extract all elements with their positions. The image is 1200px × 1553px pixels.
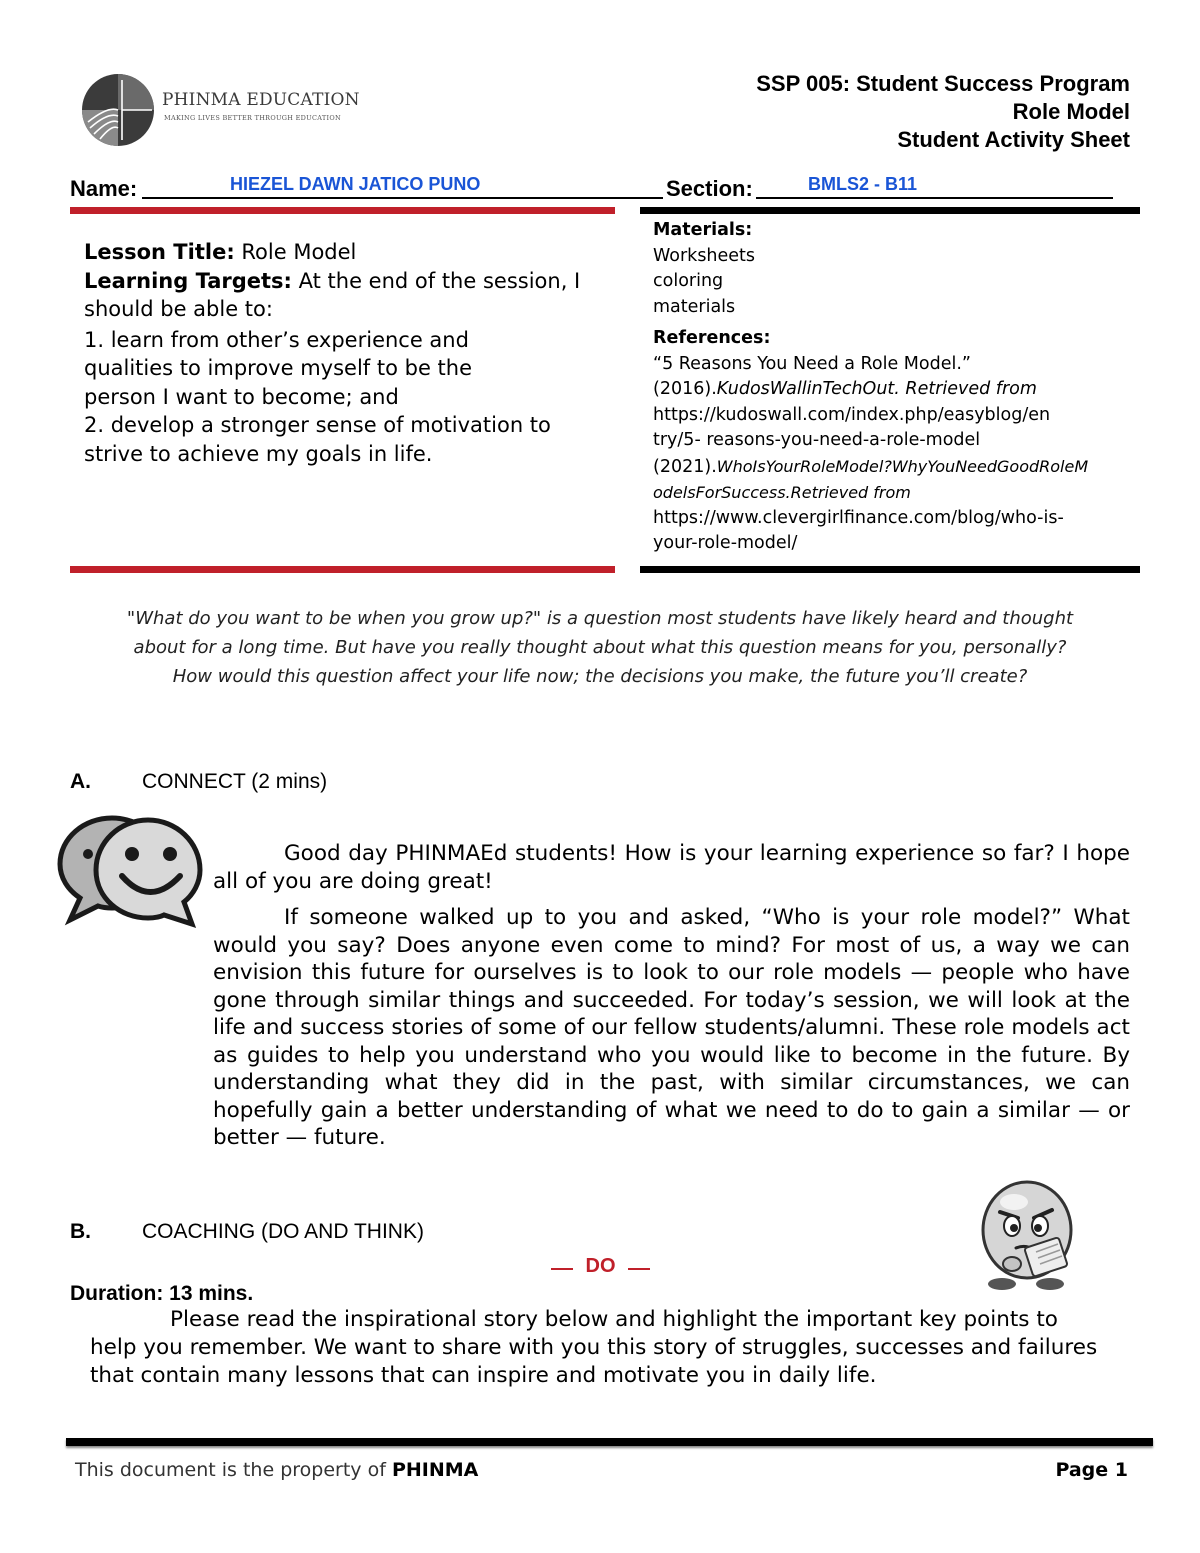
section-b-instructions: [90, 1306, 1110, 1390]
phinma-logo: [78, 70, 360, 150]
left-top-bar: [70, 207, 615, 214]
learning-targets-label: Learning Targets:: [84, 268, 292, 293]
material-item: coloring: [653, 271, 724, 291]
reference-2-title-text: WhoIsYourRoleModel?WhyYouNeedGoodRoleM: [716, 456, 1089, 476]
reference-1-publisher: KudosWallinTechOut. Retrieved from: [716, 379, 1037, 399]
footer-bar: [66, 1438, 1153, 1446]
reference-1-url-cont[interactable]: try/5- reasons-you-need-a-role-model: [653, 430, 981, 450]
name-label: Name:: [70, 176, 138, 201]
do-badge-label: DO: [585, 1255, 616, 1277]
quote-line: about for a long time. But have you really thought about what this question means for you, personally?: [133, 637, 1067, 658]
section-a-heading: [70, 770, 470, 798]
section-a-body: [213, 840, 1130, 1152]
header-titles: [756, 70, 1130, 154]
lesson-title-label: Lesson Title:: [84, 240, 235, 264]
smiley-chat-icon: [50, 806, 210, 928]
section-field[interactable]: BMLS2 - B11: [808, 174, 918, 194]
section-a-paragraph: Good day PHINMAEd students! How is your learning experience so far? I hope all of you are doing great!: [213, 841, 1130, 894]
instructions-text: Please read the inspirational story below and highlight the important key points to help you remember. We want to share with you this story of struggles, successes and failures that contain many lessons that can inspire and motivate you in daily life.: [90, 1307, 1098, 1388]
quote-line: "What do you want to be when you grow up?" is a question most students have likely heard and thought: [126, 608, 1074, 629]
page-number: Page 1: [1055, 1459, 1128, 1481]
material-item: Worksheets: [653, 245, 756, 266]
right-bottom-bar: [640, 566, 1140, 573]
footer-brand: PHINMA: [391, 1459, 479, 1481]
logo-tagline: MAKING LIVES BETTER THROUGH EDUCATION: [164, 114, 341, 122]
material-item: materials: [653, 296, 736, 317]
reference-1-title: “5 Reasons You Need a Role Model.”: [653, 353, 971, 374]
sheet-type: Student Activity Sheet: [897, 127, 1130, 152]
section-b-heading: [70, 1220, 570, 1248]
reference-1-source: [653, 377, 1133, 403]
section-a-title: CONNECT (2 mins): [142, 770, 328, 793]
footer-property-text: This document is the property of: [75, 1459, 392, 1481]
reference-2-year: (2021).: [653, 456, 717, 477]
reference-1-url[interactable]: https://kudoswall.com/index.php/easyblog/en: [653, 404, 1051, 425]
section-b-letter: B.: [70, 1220, 91, 1243]
duration: Duration: 13 mins.: [70, 1282, 254, 1305]
section-a-letter: A.: [70, 770, 91, 793]
lesson-info: [84, 238, 614, 468]
quote-line: How would this question affect your life now; the decisions you make, the future you’ll create?: [172, 666, 1028, 687]
course-title: SSP 005: Student Success Program: [756, 71, 1130, 96]
name-field[interactable]: HIEZEL DAWN JATICO PUNO: [230, 174, 481, 194]
references-label: References:: [653, 328, 771, 348]
logo-name: PHINMA EDUCATION: [162, 90, 360, 110]
learning-targets-intro: At the end of the session, I should be able to:: [84, 268, 581, 321]
section-b-title: COACHING (DO AND THINK): [142, 1220, 424, 1243]
section-a-paragraph: If someone walked up to you and asked, “Who is your role model?” What would you say? Does anyone even come to mind? For most of us, a way we can envision this future for ourselves is to look to our role models — people who have gone through similar things and succeeded. For today’s session, we will look at the life and success stories of some of our fellow students/alumni. These role models act as guides to help you understand who you would like to become in the future. By understanding what they did in the past, with similar circumstances, we can hopefully gain a better understanding of what we need to do to gain a similar — or better — future.: [213, 905, 1130, 1150]
target-2: 2. develop a stronger sense of motivation to strive to achieve my goals in life.: [84, 413, 551, 466]
reference-2-url-cont[interactable]: your-role-model/: [653, 533, 798, 553]
target-1: 1. learn from other’s experience and qualities to improve myself to be the person I want to become; and: [84, 327, 472, 409]
reference-2-title: [653, 454, 1133, 481]
do-badge: [551, 1255, 650, 1283]
reference-2-title-cont: odelsForSuccess.Retrieved from: [653, 483, 911, 502]
reference-1-year: (2016).: [653, 379, 717, 399]
lesson-title: [84, 238, 614, 267]
materials-label: Materials:: [653, 220, 753, 240]
left-bottom-bar: [70, 566, 615, 573]
footer-property: [75, 1459, 478, 1481]
reference-2-url[interactable]: https://www.clevergirlfinance.com/blog/who-is-: [653, 507, 1064, 528]
intro-quote: [70, 604, 1130, 691]
lesson-title-value: Role Model: [234, 240, 357, 264]
logo-emblem-icon: [78, 70, 158, 150]
topic-title: Role Model: [1012, 99, 1130, 124]
right-top-bar: [640, 207, 1140, 214]
thinking-character-icon: [972, 1172, 1082, 1292]
section-label: Section:: [666, 176, 753, 201]
learning-targets: [84, 267, 614, 324]
materials-references: [653, 218, 1133, 557]
